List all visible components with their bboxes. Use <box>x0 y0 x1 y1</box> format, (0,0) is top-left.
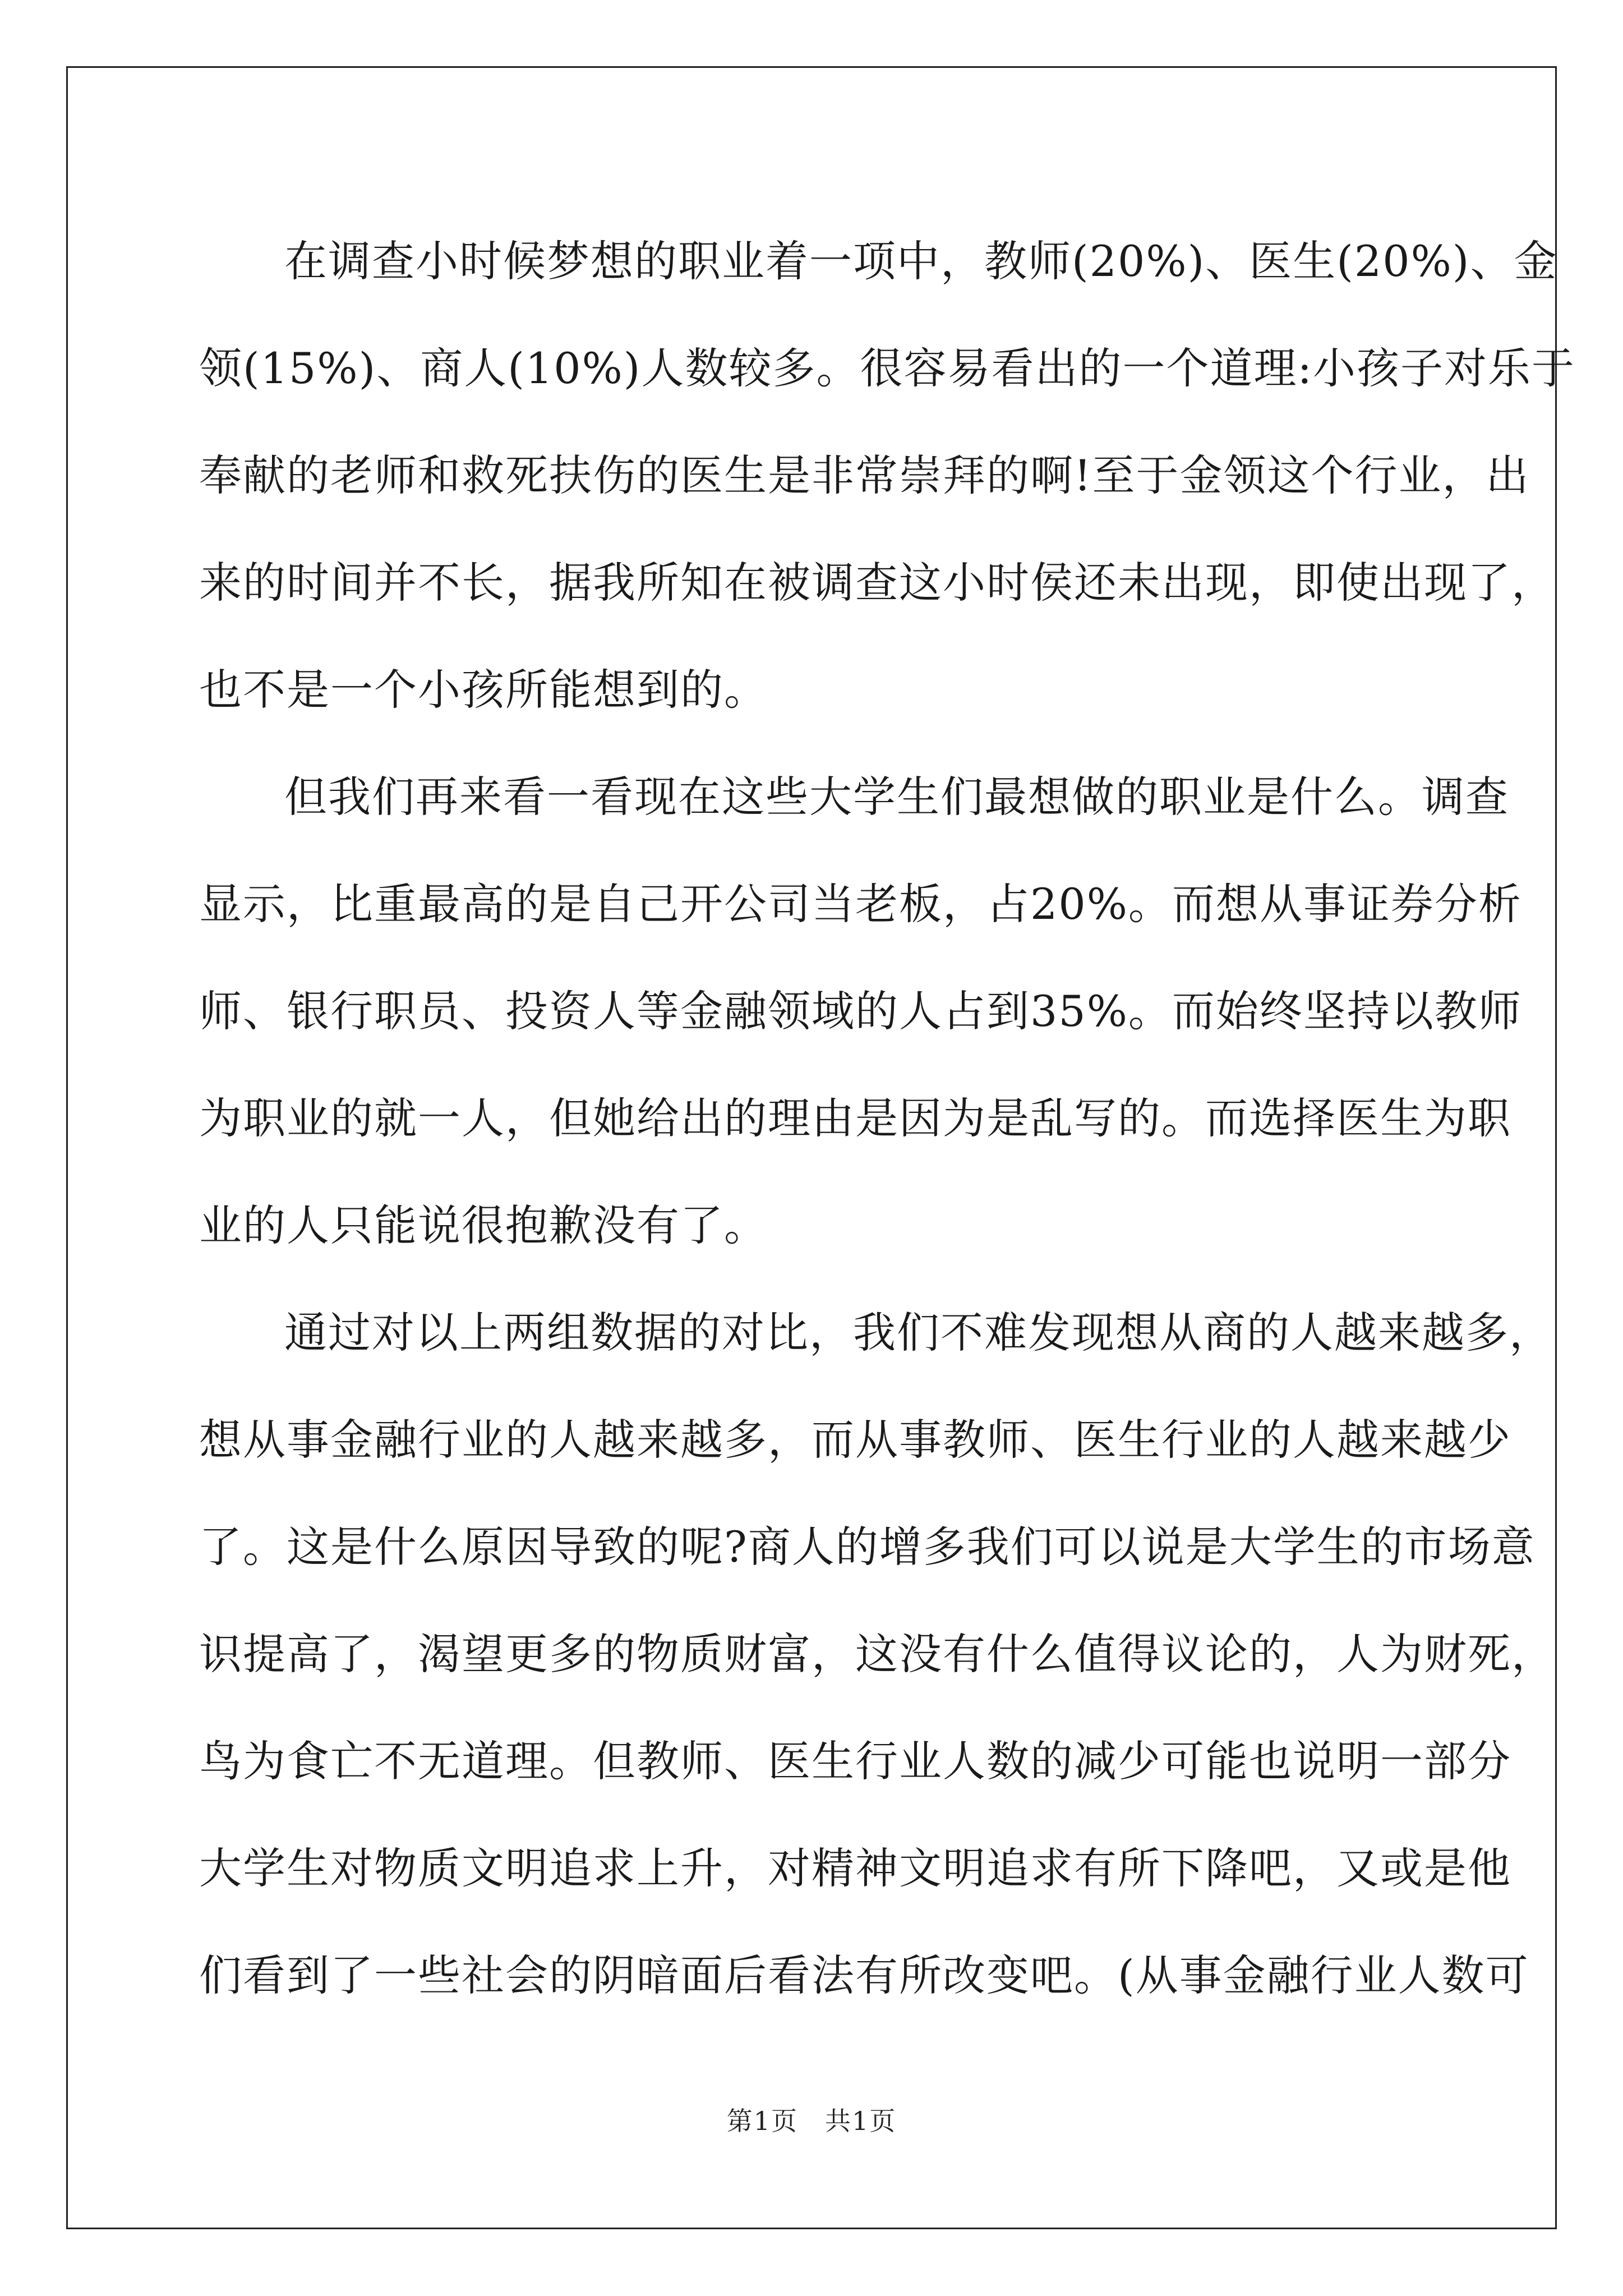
text-line: 显示，比重最高的是自己开公司当老板，占20%。而想从事证券分析 <box>199 879 1522 929</box>
text-line: 了。这是什么原因导致的呢?商人的增多我们可以说是大学生的市场意 <box>199 1522 1536 1572</box>
page-footer: 第1页 共1页 <box>726 2106 897 2136</box>
text-line: 想从事金融行业的人越来越多，而从事教师、医生行业的人越来越少 <box>199 1415 1511 1465</box>
text-line: 为职业的就一人，但她给出的理由是因为是乱写的。而选择医生为职 <box>199 1093 1511 1143</box>
text-line: 也不是一个小孩所能想到的。 <box>199 665 768 715</box>
paragraph-1 <box>199 208 1576 743</box>
text-line: 来的时间并不长，据我所知在被调查这小时侯还未出现，即使出现了， <box>199 558 1555 608</box>
text-line: 奉献的老师和救死扶伤的医生是非常崇拜的啊!至于金领这个行业，出 <box>199 450 1530 500</box>
document-body <box>199 208 1576 2029</box>
text-line: 领(15%)、商人(10%)人数较多。很容易看出的一个道理:小孩子对乐于 <box>199 343 1576 393</box>
text-line: 在调查小时候梦想的职业着一项中，教师(20%)、医生(20%)、金 <box>284 236 1558 286</box>
text-line: 们看到了一些社会的阴暗面后看法有所改变吧。(从事金融行业人数可 <box>199 1950 1529 2000</box>
text-line: 通过对以上两组数据的对比，我们不难发现想从商的人越来越多， <box>284 1308 1553 1358</box>
text-line: 师、银行职员、投资人等金融领域的人占到35%。而始终坚持以教师 <box>199 986 1522 1036</box>
text-line: 但我们再来看一看现在这些大学生们最想做的职业是什么。调查 <box>284 772 1509 822</box>
paragraph-2 <box>199 743 1522 1279</box>
text-line: 识提高了，渴望更多的物质财富，这没有什么值得议论的，人为财死， <box>199 1629 1555 1679</box>
paragraph-3 <box>199 1279 1555 2029</box>
text-line: 大学生对物质文明追求上升，对精神文明追求有所下降吧，又或是他 <box>199 1843 1511 1893</box>
text-line: 业的人只能说很抱歉没有了。 <box>199 1200 768 1250</box>
text-line: 鸟为食亡不无道理。但教师、医生行业人数的减少可能也说明一部分 <box>199 1736 1511 1786</box>
